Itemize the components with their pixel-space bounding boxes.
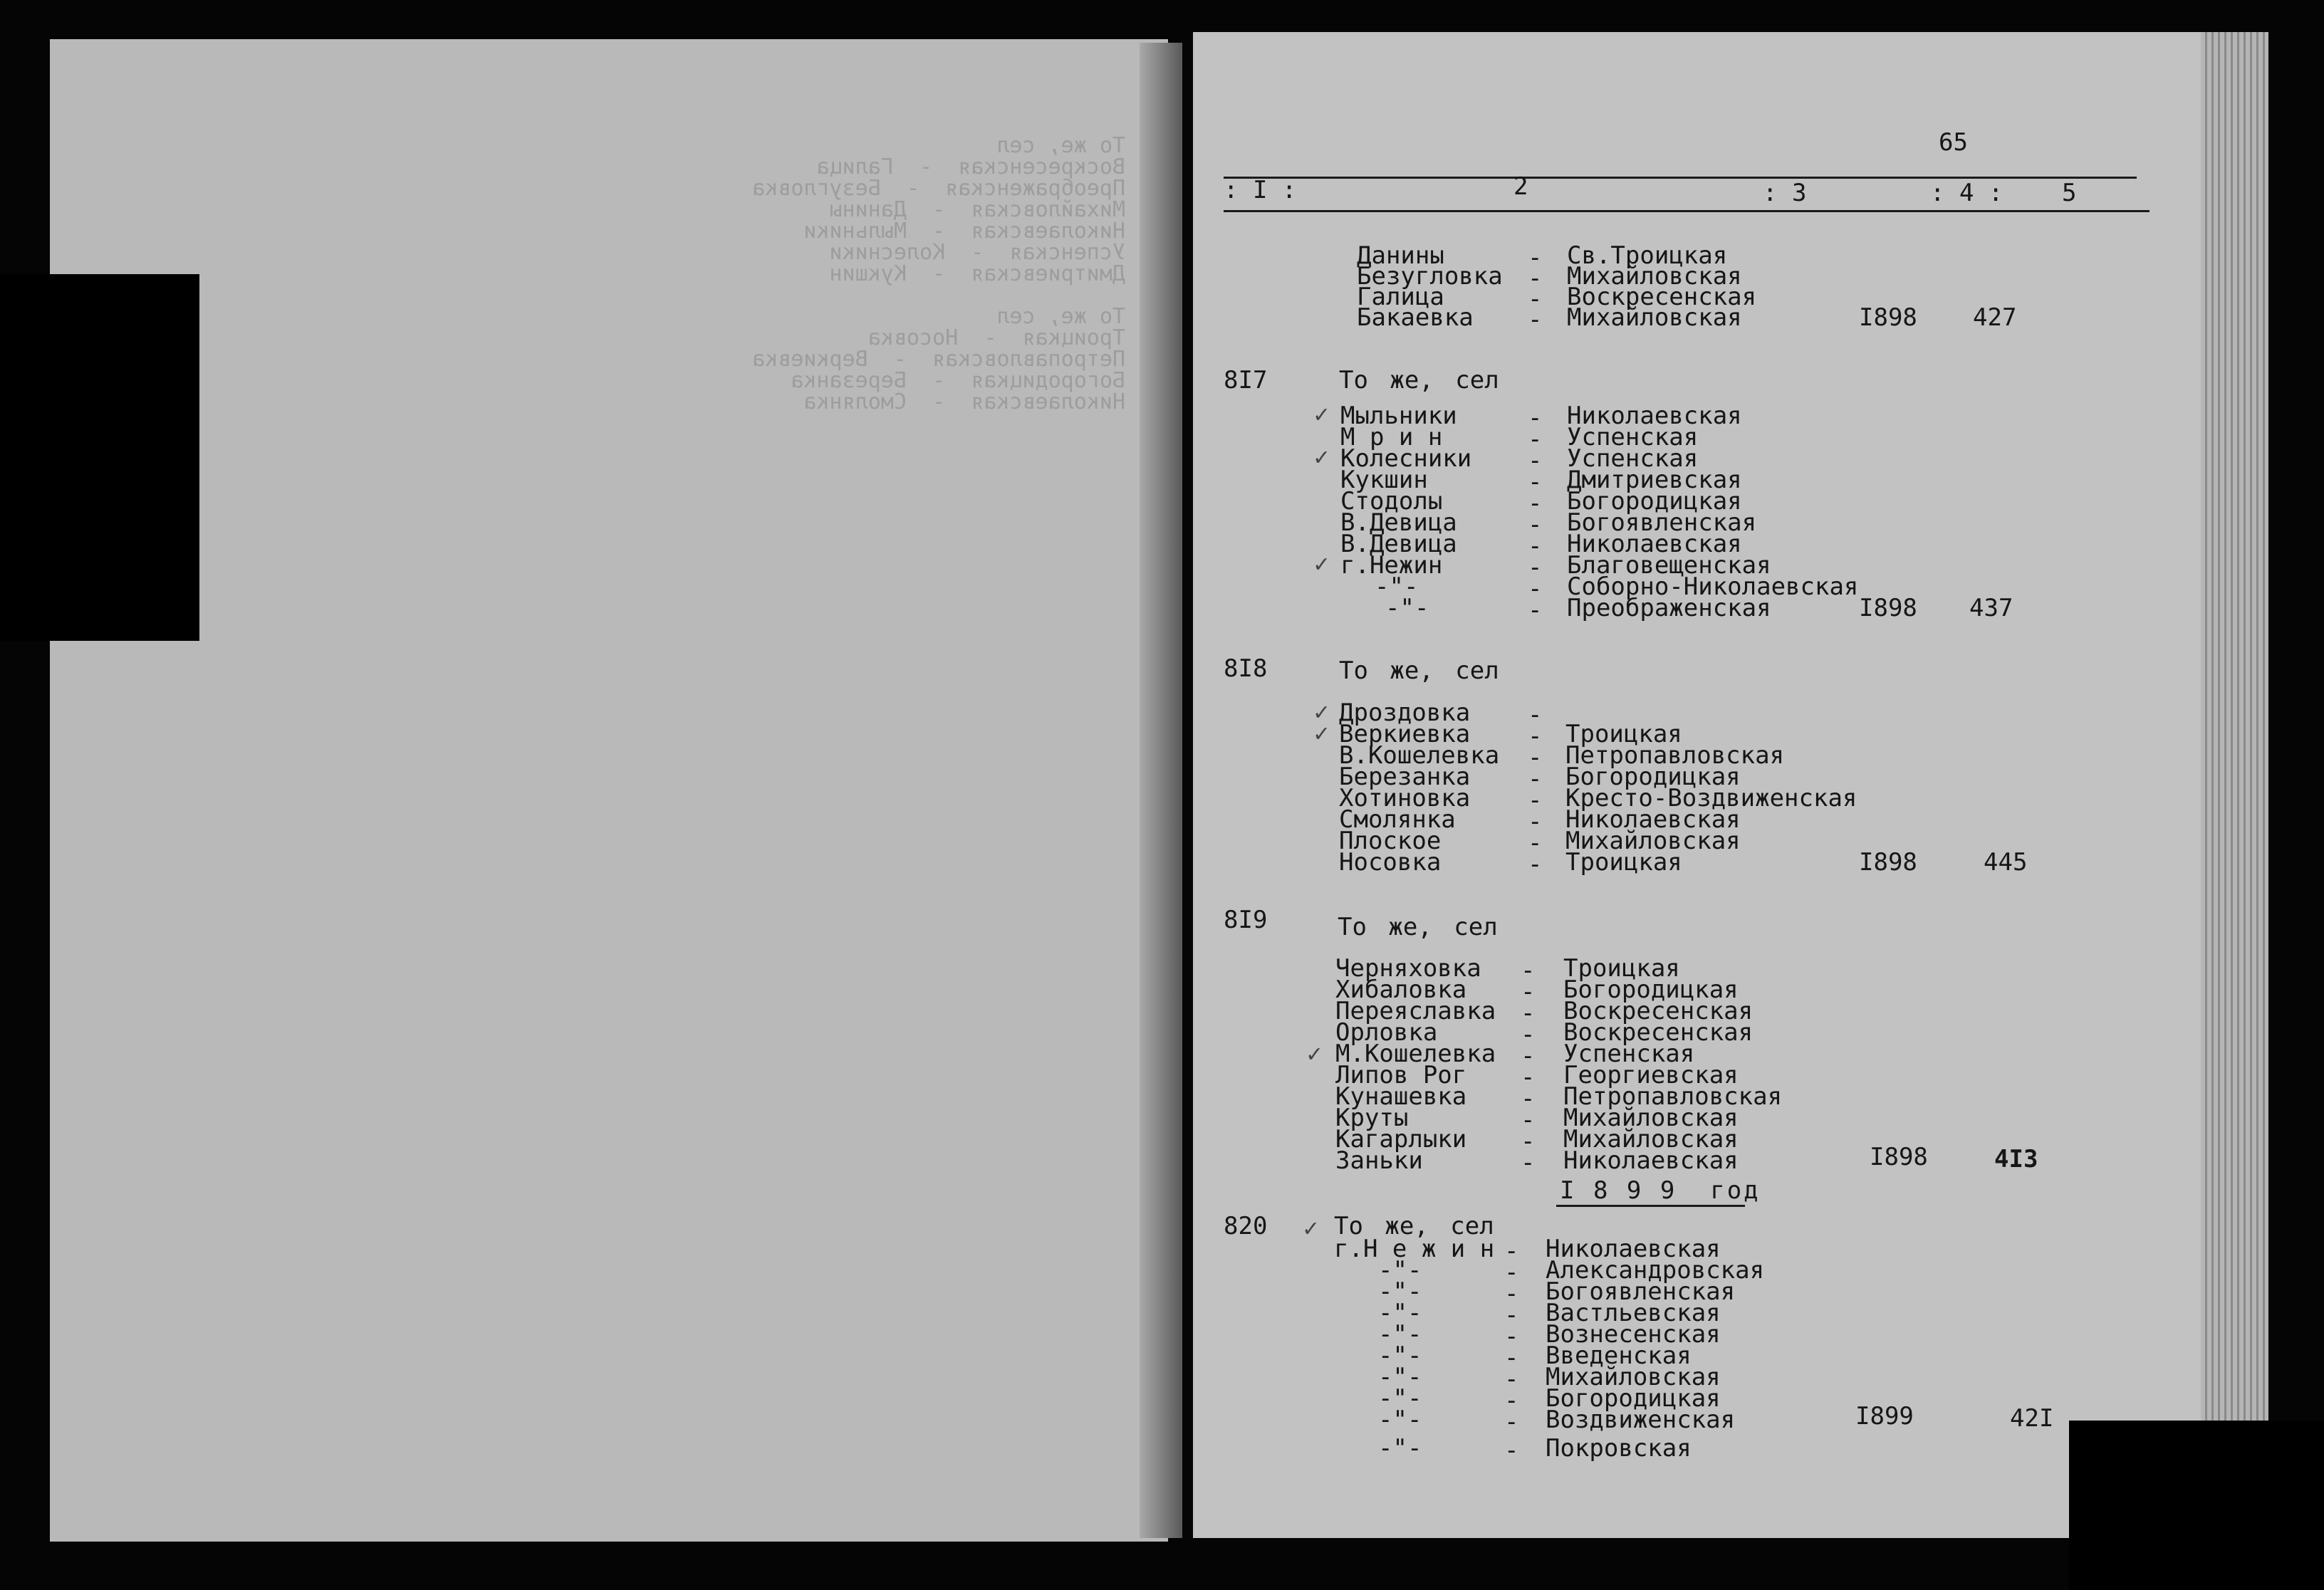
place-cell: Кунашевка <box>1335 1082 1467 1111</box>
church-cell: Успенская <box>1567 444 1699 473</box>
church-cell: Воскресенская <box>1563 1018 1754 1047</box>
church-cell: Троицкая <box>1563 954 1680 983</box>
dash: - <box>1528 850 1543 879</box>
place-cell: Липов Рог <box>1335 1061 1467 1089</box>
church-cell: Соборно-Николаевская <box>1567 572 1859 601</box>
book-spine <box>1140 43 1182 1538</box>
church-cell: Георгиевская <box>1563 1061 1739 1089</box>
bleed-through-text: То же, сел Воскресенская - Галица Преображенская - Безугловка Михайловская - Данины Николаевская - Мыльники Успенская - Колесники Дмитриевская - Кукшин То же, сел Троицкая - Носовка Петропавловская - Веркиевка Богородицкая - Березанка Николаевская - Смолянка <box>752 133 1125 414</box>
church-cell: Николаевская <box>1567 402 1742 430</box>
place-cell: -"- <box>1378 1256 1422 1285</box>
church-cell: Св.Троицкая <box>1567 241 1728 270</box>
dash: - <box>1521 1063 1536 1092</box>
church-cell: Богородицкая <box>1565 763 1741 791</box>
place-cell: -"- <box>1378 1384 1422 1413</box>
church-cell: Николаевская <box>1546 1235 1721 1263</box>
dash: - <box>1528 511 1543 539</box>
church-cell: Михайловская <box>1567 262 1742 291</box>
year-cell: I898 <box>1859 303 1917 332</box>
church-cell: Воздвиженская <box>1546 1406 1736 1434</box>
place-cell: Орловка <box>1335 1018 1438 1047</box>
page-number: 65 <box>1939 128 1968 157</box>
church-cell: Покровская <box>1546 1434 1692 1463</box>
place-cell: Переяславка <box>1335 997 1496 1025</box>
place-cell: В.Девица <box>1340 530 1457 558</box>
place-cell: Круты <box>1335 1104 1409 1132</box>
check-mark: ✓ <box>1314 719 1329 748</box>
church-cell: Богоявленская <box>1567 508 1757 537</box>
year-cell: I899 <box>1855 1402 1914 1431</box>
place-cell: г.Нежин <box>1340 551 1443 580</box>
place-cell: -"- <box>1378 1299 1422 1327</box>
church-cell: Богоявленская <box>1546 1277 1736 1306</box>
place-cell: Безугловка <box>1357 262 1503 291</box>
dash: - <box>1521 1020 1536 1049</box>
church-cell: Михайловская <box>1567 303 1742 332</box>
record-number: 8I8 <box>1224 654 1268 683</box>
church-cell: Николаевская <box>1567 530 1742 558</box>
church-cell: Троицкая <box>1565 848 1682 877</box>
place-cell: М р и н <box>1340 423 1443 451</box>
church-cell: Александровская <box>1546 1256 1765 1285</box>
place-cell: В.Кошелевка <box>1339 741 1500 770</box>
dash: - <box>1528 722 1543 750</box>
church-cell: Вознесенская <box>1546 1320 1721 1349</box>
header-col-3: : 3 <box>1763 179 1807 207</box>
check-mark: ✓ <box>1307 1040 1322 1068</box>
church-cell: Николаевская <box>1565 805 1741 834</box>
dash: - <box>1528 701 1543 729</box>
group-title: То же, сел <box>1339 366 1499 394</box>
check-mark: ✓ <box>1314 443 1329 471</box>
church-cell: Воскресенская <box>1563 997 1754 1025</box>
church-cell: Михайловская <box>1563 1104 1739 1132</box>
header-col-2: 2 <box>1513 172 1528 201</box>
church-cell: Введенская <box>1546 1341 1692 1370</box>
year-cell: I898 <box>1859 594 1917 622</box>
record-number: 8I7 <box>1224 366 1268 394</box>
year-cell: I898 <box>1859 848 1917 877</box>
record-number: 820 <box>1224 1212 1268 1240</box>
place-cell: Хотиновка <box>1339 784 1471 812</box>
group-title: То же, сел <box>1339 657 1499 685</box>
dash: - <box>1521 1084 1536 1113</box>
check-mark: ✓ <box>1314 550 1329 578</box>
dash: - <box>1528 404 1543 432</box>
check-mark: ✓ <box>1314 400 1329 429</box>
header-col-1: : I : <box>1224 176 1297 204</box>
church-cell: Успенская <box>1563 1040 1695 1068</box>
dash: - <box>1528 446 1543 475</box>
page-edges <box>2201 32 2268 1534</box>
dash: - <box>1521 1149 1536 1177</box>
place-cell: Данины <box>1357 241 1444 270</box>
place-cell: Смолянка <box>1339 805 1456 834</box>
dash: - <box>1521 1042 1536 1070</box>
place-cell: Кагарлыки <box>1335 1125 1467 1154</box>
church-cell: Благовещенская <box>1567 551 1771 580</box>
church-cell: Михайловская <box>1565 827 1741 855</box>
place-cell: Кукшин <box>1340 466 1428 494</box>
count-cell: 42I <box>2010 1404 2054 1433</box>
place-cell: Мыльники <box>1340 402 1457 430</box>
church-cell: Вастльевская <box>1546 1299 1721 1327</box>
dash: - <box>1504 1344 1519 1372</box>
count-cell: 445 <box>1984 848 2028 877</box>
count-cell: 437 <box>1969 594 2013 622</box>
dash: - <box>1528 305 1543 334</box>
group-title: То же, сел <box>1338 913 1498 941</box>
place-cell: -"- <box>1385 594 1429 622</box>
dash: - <box>1528 532 1543 560</box>
dash: - <box>1528 765 1543 793</box>
place-cell: -"- <box>1378 1277 1422 1306</box>
place-cell: Галица <box>1357 283 1444 311</box>
place-cell: -"- <box>1378 1406 1422 1434</box>
dash: - <box>1504 1436 1519 1465</box>
church-cell: Богородицкая <box>1567 487 1742 516</box>
dash: - <box>1528 743 1543 772</box>
count-cell: 427 <box>1973 303 2017 332</box>
dash: - <box>1504 1322 1519 1351</box>
church-cell: Богородицкая <box>1546 1384 1721 1413</box>
church-cell: Кресто-Воздвиженская <box>1565 784 1857 812</box>
header-rule-bottom <box>1224 210 2150 212</box>
dash: - <box>1521 999 1536 1027</box>
dash: - <box>1521 1127 1536 1156</box>
year-heading: I 8 9 9 год <box>1560 1176 1761 1205</box>
place-cell: Колесники <box>1340 444 1472 473</box>
header-col-4: : 4 : <box>1930 179 2003 207</box>
clip-left <box>0 274 199 641</box>
place-cell: Плоское <box>1339 827 1442 855</box>
church-cell: Богородицкая <box>1563 976 1739 1004</box>
church-cell: Петропавловская <box>1565 741 1785 770</box>
place-cell: Дроздовка <box>1339 699 1471 727</box>
record-number: 8I9 <box>1224 906 1268 934</box>
place-cell: -"- <box>1378 1363 1422 1391</box>
church-cell: Петропавловская <box>1563 1082 1783 1111</box>
dash: - <box>1504 1386 1519 1415</box>
dash: - <box>1528 425 1543 454</box>
church-cell: Михайловская <box>1546 1363 1721 1391</box>
church-cell: Троицкая <box>1565 720 1682 748</box>
dash: - <box>1504 1365 1519 1393</box>
dash: - <box>1528 244 1543 272</box>
place-cell: Носовка <box>1339 848 1442 877</box>
place-cell: Заньки <box>1335 1146 1423 1175</box>
dash: - <box>1528 553 1543 582</box>
header-col-5: 5 <box>2062 179 2077 207</box>
church-cell: Воскресенская <box>1567 283 1757 311</box>
church-cell: Николаевская <box>1563 1146 1739 1175</box>
check-mark: ✓ <box>1314 698 1329 726</box>
place-cell: -"- <box>1378 1434 1422 1463</box>
dash: - <box>1504 1258 1519 1287</box>
dash: - <box>1528 786 1543 815</box>
dash: - <box>1521 1106 1536 1134</box>
dash: - <box>1528 264 1543 293</box>
dash: - <box>1521 978 1536 1006</box>
place-cell: М.Кошелевка <box>1335 1040 1496 1068</box>
dash: - <box>1504 1301 1519 1329</box>
place-cell: -"- <box>1378 1341 1422 1370</box>
place-cell: г.Н е ж и н <box>1334 1235 1495 1263</box>
place-cell: Черняховка <box>1335 954 1481 983</box>
church-cell: Успенская <box>1567 423 1699 451</box>
place-cell: Хибаловка <box>1335 976 1467 1004</box>
dash: - <box>1504 1237 1519 1265</box>
clip-right <box>2069 1421 2324 1590</box>
church-cell: Дмитриевская <box>1567 466 1742 494</box>
place-cell: Стодолы <box>1340 487 1443 516</box>
place-cell: Веркиевка <box>1339 720 1471 748</box>
place-cell: Березанка <box>1339 763 1471 791</box>
church-cell: Преображенская <box>1567 594 1771 622</box>
dash: - <box>1528 575 1543 603</box>
dash: - <box>1528 596 1543 624</box>
place-cell: -"- <box>1378 1320 1422 1349</box>
dash: - <box>1528 489 1543 518</box>
place-cell: В.Девица <box>1340 508 1457 537</box>
church-cell: Михайловская <box>1563 1125 1739 1154</box>
place-cell: -"- <box>1375 572 1419 601</box>
dash: - <box>1528 468 1543 496</box>
year-heading-underline <box>1556 1205 1745 1207</box>
group-title: То же, сел <box>1334 1212 1494 1240</box>
year-cell: I898 <box>1870 1143 1928 1171</box>
dash: - <box>1521 956 1536 985</box>
dash: - <box>1528 807 1543 836</box>
place-cell: Бакаевка <box>1357 303 1474 332</box>
check-mark: ✓ <box>1303 1214 1318 1243</box>
dash: - <box>1528 285 1543 313</box>
dash: - <box>1528 829 1543 857</box>
dash: - <box>1504 1408 1519 1436</box>
count-cell: 4I3 <box>1994 1145 2038 1173</box>
dash: - <box>1504 1280 1519 1308</box>
